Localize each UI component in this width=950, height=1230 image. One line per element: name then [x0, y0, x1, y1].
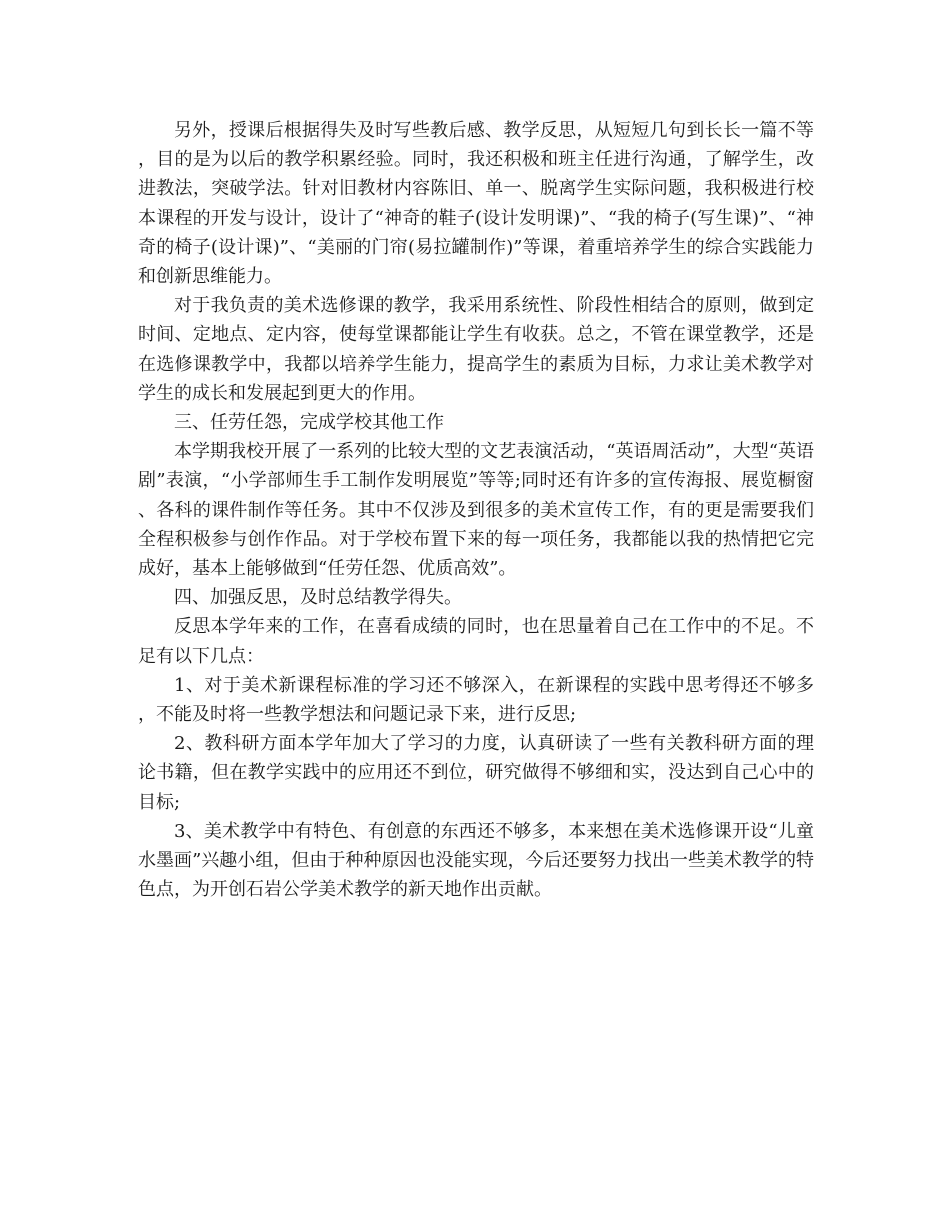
- paragraph-shortcomings-intro: 反思本学年来的工作，在喜看成绩的同时，也在思量着自己在工作中的不足。不足有以下几点：: [138, 616, 814, 667]
- section-heading-reflection: 四、加强反思，及时总结教学得失。: [174, 587, 462, 609]
- paragraph-elective-course: 对于我负责的美术选修课的教学，我采用系统性、阶段性相结合的原则，做到定时间、定地点、定内容，使每堂课都能让学生有收获。总之，不管在课堂教学，还是在选修课教学中，我都以培养学生能力，提高学生的素质为目标，力求让美术教学对学生的成长和发展起到更大的作用。: [138, 295, 814, 404]
- list-item-shortcoming-3: 3、美术教学中有特色、有创意的东西还不够多，本来想在美术选修课开设“儿童水墨画”兴趣小组，但由于种种原因也没能实现，今后还要努力找出一些美术教学的特色点，为开创石岩公学美术教学的新天地作出贡献。: [138, 820, 814, 901]
- document-body: [138, 116, 814, 904]
- section-heading-other-work: 三、任劳任怨，完成学校其他工作: [174, 412, 444, 434]
- list-item-shortcoming-1: 1、对于美术新课程标准的学习还不够深入，在新课程的实践中思考得还不够多，不能及时将一些教学想法和问题记录下来，进行反思;: [138, 674, 814, 726]
- paragraph-reflection-notes: 另外，授课后根据得失及时写些教后感、教学反思，从短短几句到长长一篇不等，目的是为以后的教学积累经验。同时，我还积极和班主任进行沟通，了解学生，改进教法，突破学法。针对旧教材内容陈旧、单一、脱离学生实际问题，我积极进行校本课程的开发与设计，设计了“神奇的鞋子(设计发明课)”、“我的椅子(写生课)”、“神奇的椅子(设计课)”、“美丽的门帘(易拉罐制作)”等课，着重培养学生的综合实践能力和创新思维能力。: [138, 120, 814, 288]
- paragraph-school-activities: 本学期我校开展了一系列的比较大型的文艺表演活动，“英语周活动”，大型“英语剧”表演，“小学部师生手工制作发明展览”等等;同时还有许多的宣传海报、展览橱窗、各科的课件制作等任务。其中不仅涉及到很多的美术宣传工作，有的更是需要我们全程积极参与创作作品。对于学校布置下来的每一项任务，我都能以我的热情把它完成好，基本上能够做到“任劳任怨、优质高效”。: [138, 441, 814, 580]
- list-item-shortcoming-2: 2、教科研方面本学年加大了学习的力度，认真研读了一些有关教科研方面的理论书籍，但在教学实践中的应用还不到位，研究做得不够细和实，没达到自己心中的目标;: [138, 733, 814, 813]
